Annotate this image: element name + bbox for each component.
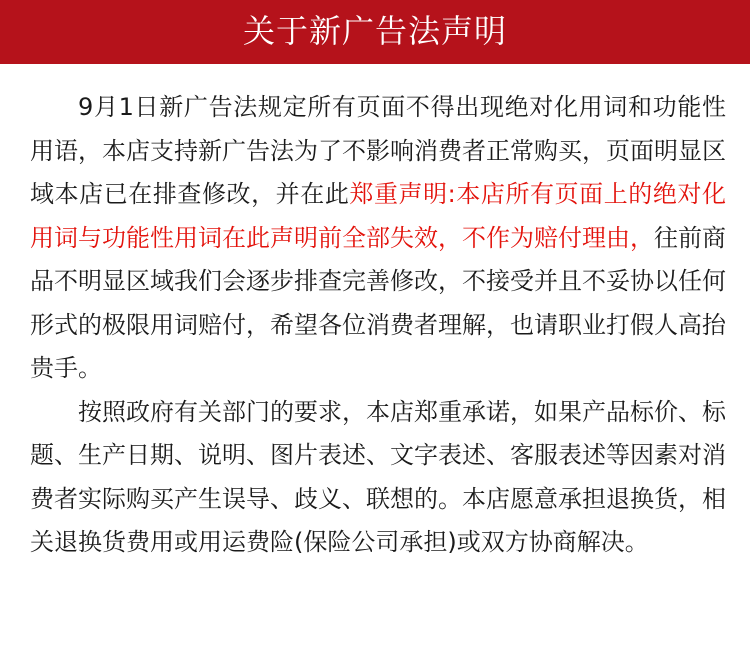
paragraph-1-text-start: 9月1日新广告法规定所有页面不得出现绝对化用词和功能性用语，本店支持新广告法为了不影响消费者正常购买，页面明显区域本店已在排查修改，并在此 [30, 93, 726, 208]
paragraph-2: 按照政府有关部门的要求，本店郑重承诺，如果产品标价、标题、生产日期、说明、图片表述、文字表述、客服表述等因素对消费者实际购买产生误导、歧义、联想的。本店愿意承担退换货，相关退换货费用或用运费险(保险公司承担)或双方协商解决。 [30, 397, 726, 556]
header-banner [0, 0, 750, 64]
statement-body [30, 86, 726, 565]
paragraph-1 [30, 86, 726, 391]
paragraph-1-text-end: 往前商品不明显区域我们会逐步排查完善修改，不接受并且不妥协以任何形式的极限用词赔付，希望各位消费者理解，也请职业打假人高抬贵手。 [30, 223, 726, 382]
highlighted-statement: 郑重声明:本店所有页面上的绝对化用词与功能性用词在此声明前全部失效，不作为赔付理由， [30, 180, 726, 252]
page-title: 关于新广告法声明 [242, 12, 507, 50]
